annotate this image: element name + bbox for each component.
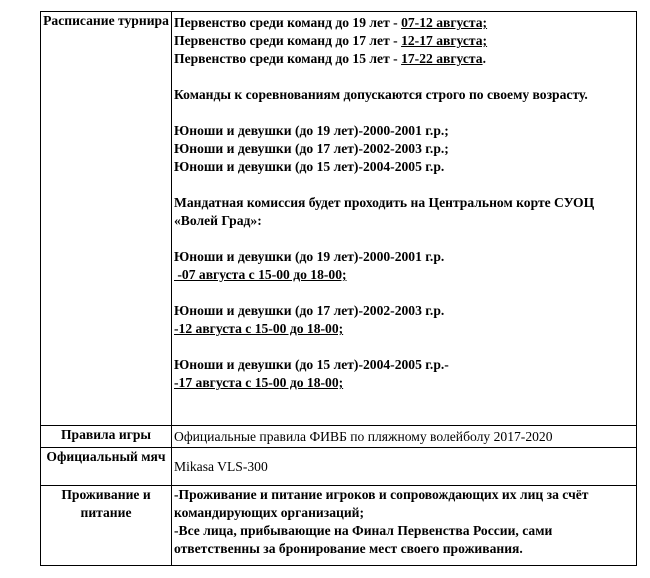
- session-time-u17: -12 августа с 15-00 до 18-00;: [174, 321, 344, 336]
- session-group-u15: Юноши и девушки (до 15 лет)-2004-2005 г.р.-: [174, 357, 449, 372]
- session-time-u19: -07 августа с 15-00 до 18-00;: [174, 267, 347, 282]
- regulations-table: [40, 11, 637, 566]
- rules-text: Официальные правила ФИВБ по пляжному волейболу 2017-2020: [172, 426, 637, 448]
- age-line-u15: Юноши и девушки (до 15 лет)-2004-2005 г.р.: [174, 159, 445, 174]
- lodging-content: [172, 486, 637, 566]
- date-line-u15: Первенство среди команд до 15 лет - 17-22 августа.: [174, 51, 486, 66]
- date-line-u17: Первенство среди команд до 17 лет - 12-17 августа;: [174, 33, 488, 48]
- rules-label: Правила игры: [41, 426, 172, 448]
- date-line-u19: Первенство среди команд до 19 лет - 07-12 августа;: [174, 15, 488, 30]
- session-time-u15: -17 августа с 15-00 до 18-00;: [174, 375, 344, 390]
- rules-row: [41, 426, 637, 448]
- date-range-u15: 17-22 августа: [401, 51, 483, 66]
- lodging-row: [41, 486, 637, 566]
- date-range-u19: 07-12 августа;: [401, 15, 488, 30]
- schedule-row: [41, 12, 637, 426]
- date-range-u17: 12-17 августа;: [401, 33, 488, 48]
- ball-row: [41, 448, 637, 486]
- session-group-u19: Юноши и девушки (до 19 лет)-2000-2001 г.р.: [174, 249, 445, 264]
- ball-label: Официальный мяч: [41, 448, 172, 486]
- age-line-u19: Юноши и девушки (до 19 лет)-2000-2001 г.р.;: [174, 123, 449, 138]
- lodging-label: Проживание и питание: [41, 486, 172, 566]
- lodging-item-booking: -Все лица, прибывающие на Финал Первенства России, сами ответственны за бронирование мест своего проживания.: [174, 523, 553, 556]
- admission-text: Команды к соревнованиям допускаются строго по своему возрасту.: [174, 87, 588, 102]
- age-line-u17: Юноши и девушки (до 17 лет)-2002-2003 г.р.;: [174, 141, 449, 156]
- ball-text: Mikasa VLS-300: [172, 448, 637, 486]
- lodging-item-cost: -Проживание и питание игроков и сопровождающих их лиц за счёт командирующих организаций;: [174, 487, 589, 520]
- schedule-content: [172, 12, 637, 426]
- schedule-label: Расписание турнира: [41, 12, 172, 426]
- commission-text: Мандатная комиссия будет проходить на Центральном корте СУОЦ «Волей Град»:: [174, 195, 595, 228]
- session-group-u17: Юноши и девушки (до 17 лет)-2002-2003 г.р.: [174, 303, 445, 318]
